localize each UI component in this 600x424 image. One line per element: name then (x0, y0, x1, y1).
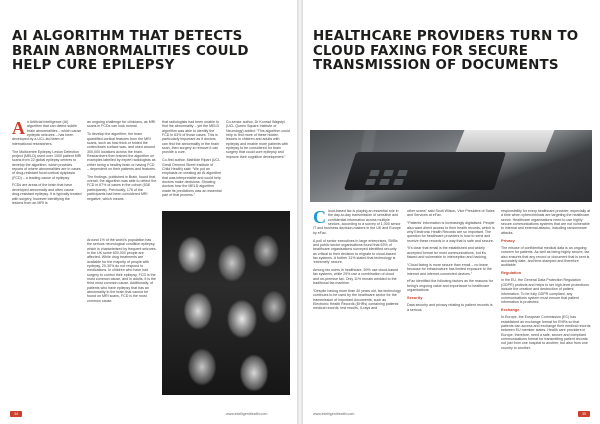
brain-mri-photo (162, 211, 290, 395)
paragraph: In Europe, the European Commission (EC) has established an exchange format for EHRs so that patients can access and exchange their medical records between EU member states. Health care providers in Europe, therefore, need a safe, secure and compliant communications format for transmitting patient records not just from one hospital to another, but also from one country to another. (501, 315, 591, 350)
left-headline: AI ALGORITHM THAT DETECTS BRAIN ABNORMALITIES COULD HELP CURE EPILEPSY (12, 29, 249, 73)
paragraph: Data security and privacy relating to patient records is a serious (407, 303, 493, 312)
fax-machine-photo (310, 130, 592, 202)
left-column-1 (12, 120, 82, 209)
left-column-3a (162, 120, 222, 201)
paragraph: A poll of senior executives in large enterprises, SMBs and public sector organisations found that 63% of healthcare organisations surveyed identified security as critical to their decision to migrate to cloud-based fax systems. A further 31% stated that technology is 'extremely' secure. (313, 238, 398, 265)
dropcap-a: A (12, 118, 25, 138)
paragraph: In the EU, the General Data Protection Regulation (GDPR) protects and helps to set high-level protections include the creation and destruction of patient information. To be fully GDPR compliant, any communications system must ensure that patient information is protected. (501, 278, 589, 305)
footer-url-left[interactable]: www.intelligenthealth.com (226, 412, 268, 416)
paragraph: Around 1% of the world's population has the serious neurological condition epilepsy, which is characterised by frequent seizures. In the UK some 600,000 people are affected. While drug treatments are available for the majority of people with epilepsy, 20-30% do not respond to medications. In children who have had surgery to control their epilepsy, FCD is the most common cause, and in adults, it is the third most common cause. Additionally, of patients who have epilepsy that has an abnormality in the brain that cannot be found on MRI scans, FCD is the most common cause. (87, 238, 157, 303)
paragraph: “Cloud faxing is more secure than email – no leave because for infrastructure has limited exposure to the internet and internet-connected devices.” (407, 262, 492, 276)
left-column-2 (87, 120, 157, 204)
paragraph: The Multicentre Epilepsy Lesion Detection project (MELD) used over 1000 patient MRI scans from 22 global epilepsy centres to develop the algorithm, which provides reports of where abnormalities are in cases of drug-resistant focal cortical dysplasia (FCD) – a leading cause of epilepsy. (12, 149, 82, 180)
page-number-right: 35 (578, 411, 590, 417)
fax-paper (456, 130, 555, 152)
left-page (0, 0, 297, 424)
left-column-2b (87, 238, 157, 307)
paragraph: Co-first author, Mathilde Ripart (UCL Great Ormond Street Institute of Child Health) said: “We put an emphasis on creating an AI algorithm that was interpretable and could help doctors make decisions. Showing doctors how the MELD algorithm made its predictions was an essential part of that process.” (162, 158, 222, 197)
paragraph: responsibility for every healthcare provider, especially at a time when cybercriminals are targeting the healthcare sector. Healthcare organisations need to use highly secure communications systems that are not vulnerable to internal and external attacks, including ransomware attacks. (501, 209, 591, 235)
paragraph: The findings, published in Brain, found that, overall, the algorithm was able to detect the FCD in 67% of cases in the cohort (538 participants). Previously, 178 of the participants had been considered MRI negative, which means (87, 174, 157, 201)
right-headline: HEALTHCARE PROVIDERS TURN TO CLOUD FAXING FOR SECURE TRANSMISSION OF DOCUMENTS (313, 29, 579, 73)
paragraph: loud-based fax is playing an essential role in the day-to-day transmission of sensitive and confidential information across multiple sectors, according to a survey of 1,000 senior IT and business decision-makers in the UK and Europe by eFax. (313, 209, 401, 235)
paragraph: The misuse of confidential medical data is an ongoing concern for patients. As well as being highly secure, fax also ensures that any record or document that is sent is accurately date- and time-stamped and therefore auditable. (501, 245, 590, 268)
paragraph: FCDs are areas of the brain that have developed abnormally and often cause drug-resistant epilepsy. It is typically treated with surgery, however identifying the lesions from an MRI is (12, 183, 82, 205)
paragraph: “Despite having more than 40 years old, fax technology continues to be used by the healthcare sector for the transmission of important documents, such as Electronic Health Records (EHRs) containing patients' medical records, test results, X-rays and (313, 289, 401, 311)
paragraph: other scans" said Scott Wilson, Vice President of Sales and Services at eFax. (407, 209, 495, 218)
dropcap-c: C (313, 207, 326, 227)
paragraph: that radiologists had been unable to find the abnormality – yet the MELD algorithm was able to identify the FCD in 63% of those cases. This is particularly important as if doctors can find the abnormality in the brain scan, then surgery to remove it can provide a cure. (162, 120, 220, 155)
paragraph: Co-senior author, Dr Konrad Wagstyl (UCL Queen Square Institute of Neurology) added: “This algorithm could help to find more of these hidden lesions in children and adults with epilepsy and enable more patients with epilepsy to be considered for brain surgery that could cure epilepsy and improve their cognitive development.” (226, 120, 290, 159)
section-heading-exchange: Exchange (501, 307, 520, 313)
paragraph: an ongoing challenge for clinicians, as MRI scans in FCDs can look normal. (87, 120, 156, 129)
paragraph: “It's clear that email is the established and widely accepted format for most communications, but it's flawed and vulnerable to interception and hacking. (407, 246, 487, 260)
page-number-left: 34 (10, 411, 22, 417)
paragraph: To develop the algorithm, the team quantified cortical features from the MRI scans, such as how thick or folded the cortex/brain surface was, and used around 300,000 locations across the brain. Researchers then trained the algorithm on examples labelled by expert radiologists as either being a healthy brain or having FCD – dependent on their patterns and features. (87, 132, 156, 171)
paragraph: “Patients' information is increasingly digitalised. People also want direct access to their health records, which is why Electronic Health Records are so important. The question for healthcare providers is how to send and receive these records in a way that is safe and secure. (407, 221, 495, 243)
right-column-3 (501, 209, 591, 354)
section-heading-security: Security (407, 295, 423, 300)
section-heading-privacy: Privacy (501, 237, 515, 243)
paragraph: n Artificial Intelligence (AI) algorithm that can detect subtle brain abnormalities – which cause epileptic seizures – has been developed by a UCL-led team of international researchers. (12, 120, 82, 146)
left-column-3b (226, 120, 290, 163)
section-heading-regulation: Regulation (501, 270, 522, 276)
right-column-1 (313, 209, 401, 314)
paragraph: Among fax users in healthcare, 59% use cloud-based fax systems, while 29% use a combination of cloud and on-premise fax. Only 11% remain wedded to the traditional fax machine. (313, 268, 399, 286)
right-page (303, 0, 600, 424)
right-column-2 (407, 209, 495, 316)
footer-url-right[interactable]: www.intelligenthealth.com (313, 412, 355, 416)
paragraph: eFax identified the following factors as the reasons for being's ongoing value and importance to healthcare organisations: (407, 279, 493, 293)
